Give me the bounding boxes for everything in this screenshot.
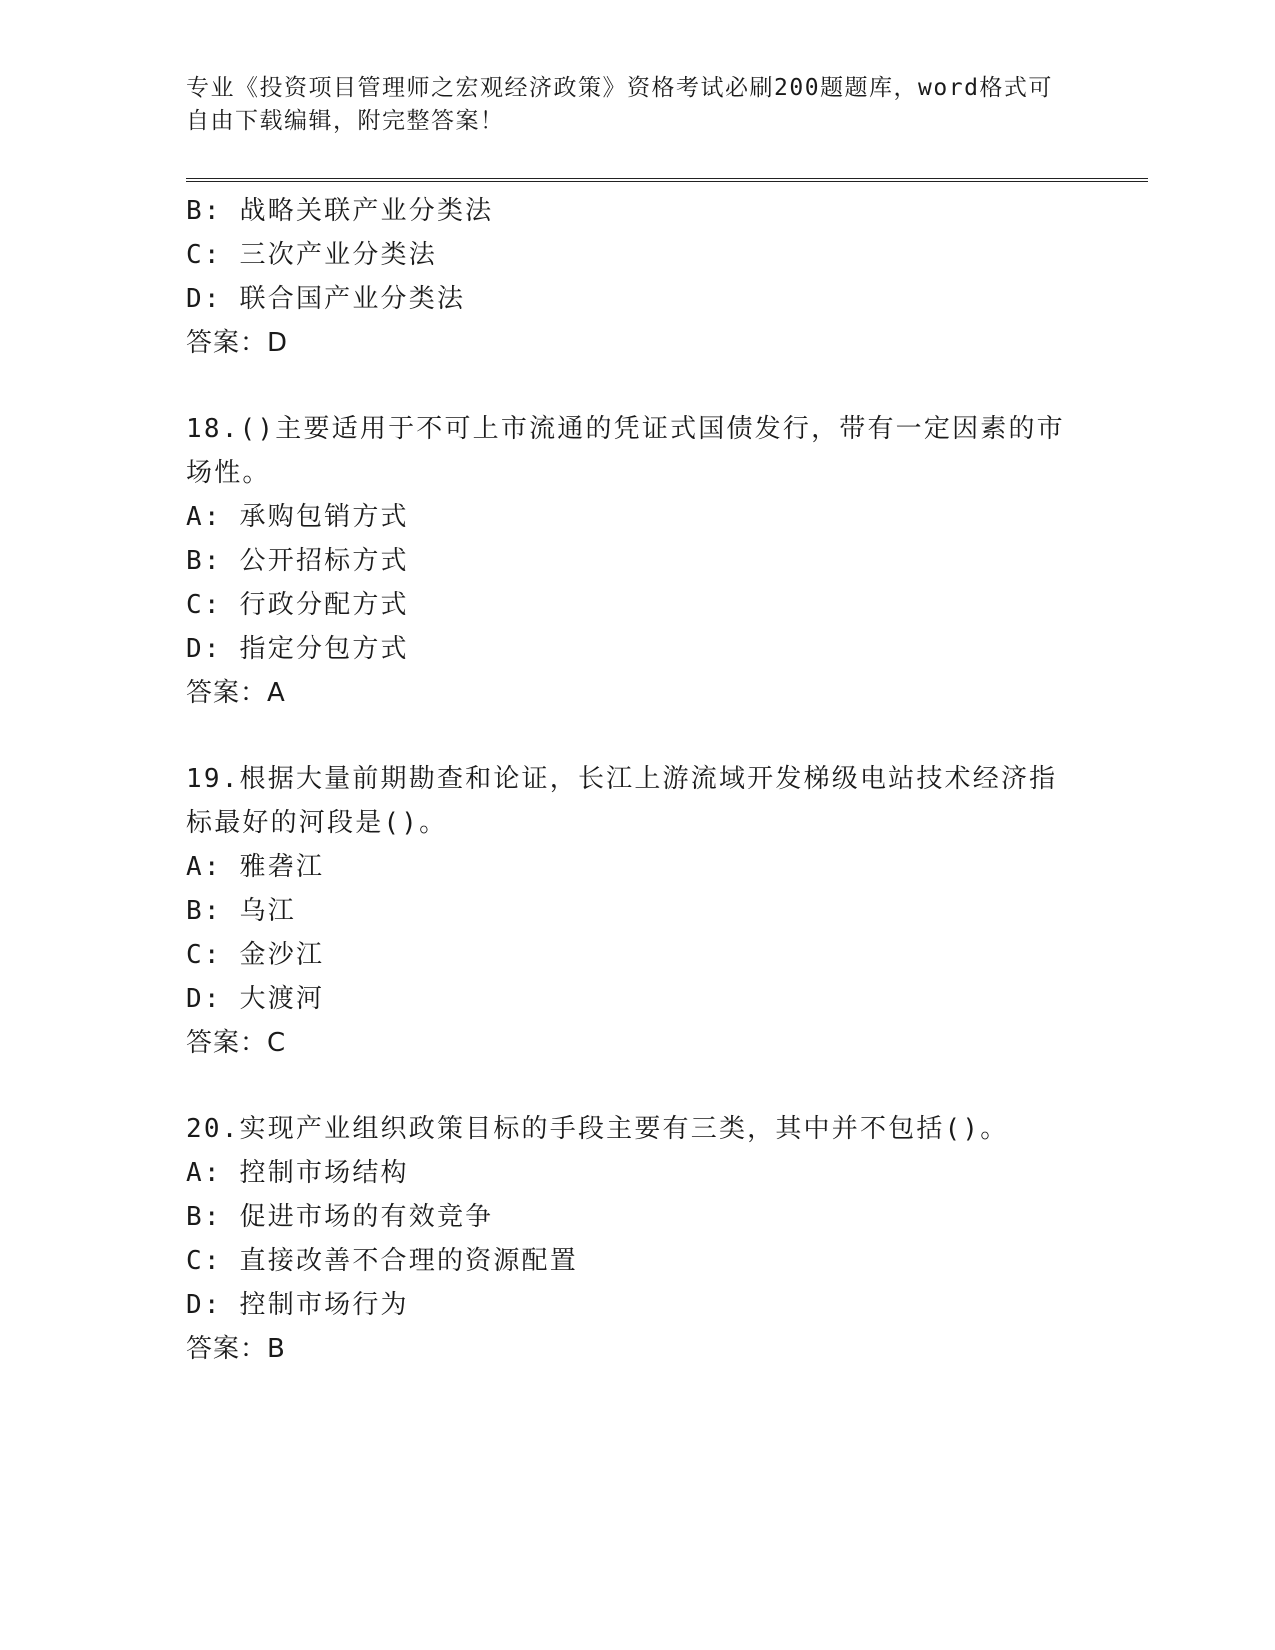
q20-option-b: B: 促进市场的有效竞争: [186, 1202, 494, 1232]
q19-option-a: A: 雅砻江: [186, 852, 325, 882]
q18-option-c: C: 行政分配方式: [186, 590, 409, 620]
q20-option-d: D: 控制市场行为: [186, 1290, 409, 1320]
q18-stem-line-1: 18.()主要适用于不可上市流通的凭证式国债发行，带有一定因素的市: [186, 414, 1065, 444]
q17-answer: 答案：D: [186, 328, 289, 358]
q18-answer: 答案：A: [186, 678, 286, 708]
q19-answer: 答案：C: [186, 1028, 287, 1058]
q18-option-d: D: 指定分包方式: [186, 634, 409, 664]
q20-option-a: A: 控制市场结构: [186, 1158, 409, 1188]
q20-answer: 答案：B: [186, 1334, 286, 1364]
q20-option-c: C: 直接改善不合理的资源配置: [186, 1246, 578, 1276]
q18-option-a: A: 承购包销方式: [186, 502, 409, 532]
q18-option-b: B: 公开招标方式: [186, 546, 409, 576]
q18-stem-line-2: 场性。: [186, 458, 271, 488]
header-line-1: 专业《投资项目管理师之宏观经济政策》资格考试必刷200题题库，word格式可: [186, 75, 1053, 101]
document-header: [186, 72, 1086, 138]
q19-option-d: D: 大渡河: [186, 984, 325, 1014]
q19-option-b: B: 乌江: [186, 896, 296, 926]
q19-stem-line-1: 19.根据大量前期勘查和论证，长江上游流域开发梯级电站技术经济指: [186, 764, 1058, 794]
q20-stem: 20.实现产业组织政策目标的手段主要有三类，其中并不包括()。: [186, 1114, 1009, 1144]
header-line-2: 自由下载编辑，附完整答案！: [186, 108, 505, 134]
q17-option-c: C: 三次产业分类法: [186, 240, 437, 270]
q19-option-c: C: 金沙江: [186, 940, 325, 970]
q17-option-b: B: 战略关联产业分类法: [186, 196, 494, 226]
q17-option-d: D: 联合国产业分类法: [186, 284, 466, 314]
header-divider: [186, 178, 1148, 182]
q19-stem-line-2: 标最好的河段是()。: [186, 808, 448, 838]
